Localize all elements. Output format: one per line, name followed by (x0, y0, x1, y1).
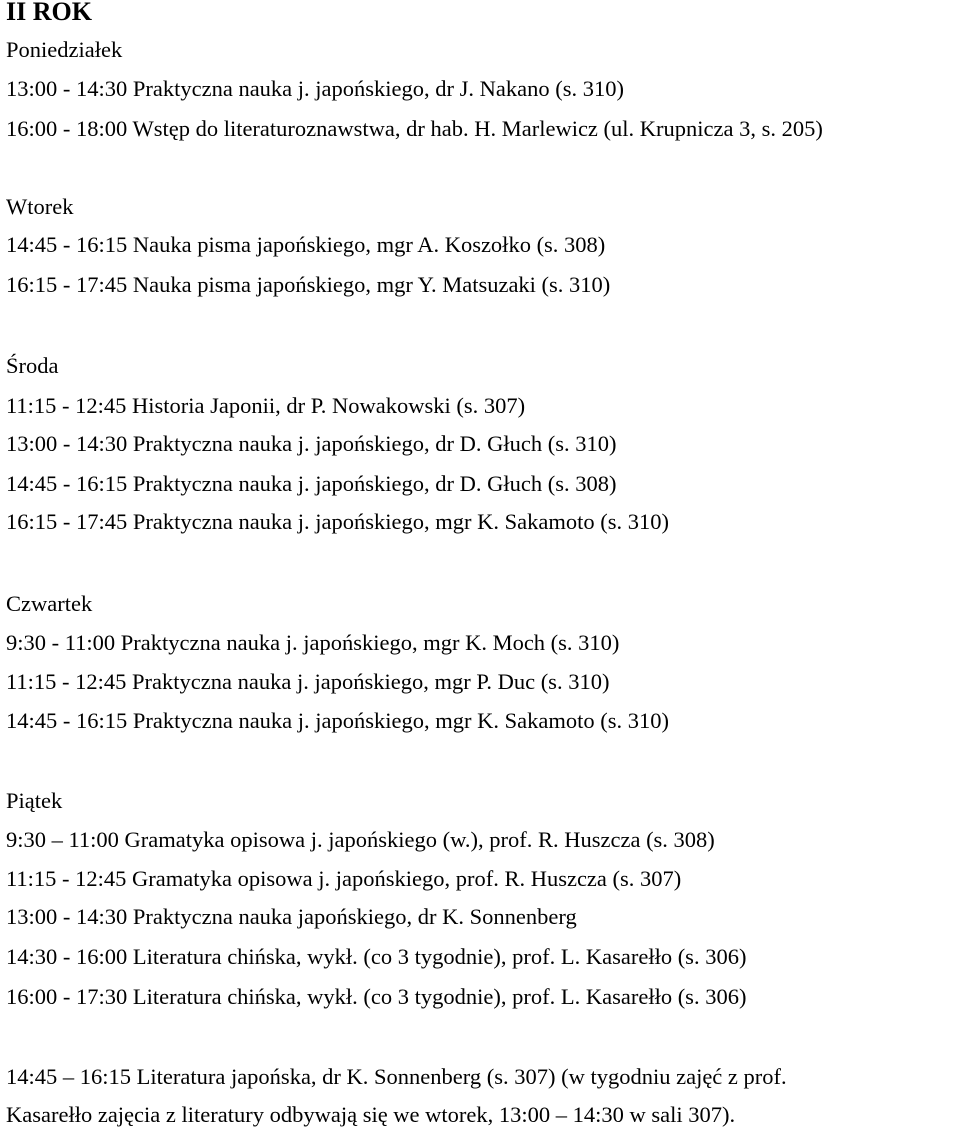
schedule-entry: 11:15 - 12:45 Historia Japonii, dr P. Nowakowski (s. 307) (6, 393, 526, 418)
day-heading-monday: Poniedziałek (6, 37, 123, 62)
schedule-entry: 13:00 - 14:30 Praktyczna nauka j. japońskiego, dr D. Głuch (s. 310) (6, 431, 617, 456)
schedule-entry: 13:00 - 14:30 Praktyczna nauka japońskiego, dr K. Sonnenberg (6, 904, 577, 929)
schedule-entry: 16:15 - 17:45 Praktyczna nauka j. japońskiego, mgr K. Sakamoto (s. 310) (6, 509, 670, 534)
day-heading-thursday: Czwartek (6, 591, 93, 616)
schedule-entry: 13:00 - 14:30 Praktyczna nauka j. japońskiego, dr J. Nakano (s. 310) (6, 76, 624, 101)
note-line: 14:45 – 16:15 Literatura japońska, dr K. Sonnenberg (s. 307) (w tygodniu zajęć z prof. (6, 1064, 787, 1089)
schedule-entry: 14:45 - 16:15 Praktyczna nauka j. japońskiego, dr D. Głuch (s. 308) (6, 471, 617, 496)
day-heading-tuesday: Wtorek (6, 194, 74, 219)
schedule-entry: 14:45 - 16:15 Nauka pisma japońskiego, mgr A. Koszołko (s. 308) (6, 232, 606, 257)
schedule-entry: 14:45 - 16:15 Praktyczna nauka j. japońskiego, mgr K. Sakamoto (s. 310) (6, 708, 670, 733)
schedule-entry: 16:00 - 17:30 Literatura chińska, wykł. (co 3 tygodnie), prof. L. Kasarełło (s. 306) (6, 984, 747, 1009)
day-heading-wednesday: Środa (6, 353, 59, 378)
day-heading-friday: Piątek (6, 788, 63, 813)
schedule-entry: 16:15 - 17:45 Nauka pisma japońskiego, mgr Y. Matsuzaki (s. 310) (6, 272, 611, 297)
note-line: Kasarełło zajęcia z literatury odbywają się we wtorek, 13:00 – 14:30 w sali 307). (6, 1102, 736, 1127)
schedule-entry: 16:00 - 18:00 Wstęp do literaturoznawstwa, dr hab. H. Marlewicz (ul. Krupnicza 3, s. 205) (6, 116, 823, 141)
schedule-entry: 11:15 - 12:45 Praktyczna nauka j. japońskiego, mgr P. Duc (s. 310) (6, 669, 610, 694)
document-title: II ROK (6, 0, 92, 26)
schedule-entry: 14:30 - 16:00 Literatura chińska, wykł. (co 3 tygodnie), prof. L. Kasarełło (s. 306) (6, 944, 747, 969)
schedule-entry: 11:15 - 12:45 Gramatyka opisowa j. japońskiego, prof. R. Huszcza (s. 307) (6, 866, 682, 891)
schedule-entry: 9:30 - 11:00 Praktyczna nauka j. japońskiego, mgr K. Moch (s. 310) (6, 630, 620, 655)
schedule-entry: 9:30 – 11:00 Gramatyka opisowa j. japońskiego (w.), prof. R. Huszcza (s. 308) (6, 827, 715, 852)
